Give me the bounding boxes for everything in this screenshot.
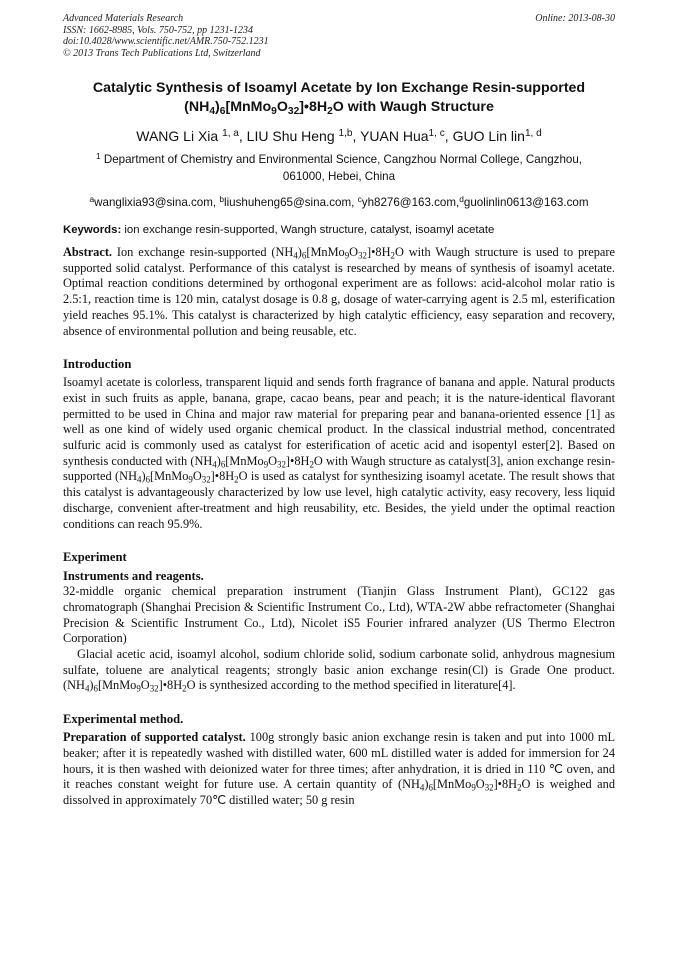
abstract-label: Abstract. <box>63 245 113 259</box>
email-link[interactable]: yh8276@163.com, <box>361 196 460 209</box>
online-date: Online: 2013-08-30 <box>535 13 615 24</box>
journal-header <box>63 13 615 59</box>
author-name: , LIU Shu Heng <box>238 128 335 144</box>
formula: $(NH_4)_6[MnMo_9O_{32}]•8H_2O$ <box>271 245 404 261</box>
title-line-2: $(NH_4)_6[MnMo_9O_{32}]•8H_2O$ with Waugh Structure <box>184 99 494 118</box>
abstract: Abstract. Ion exchange resin-supported $(NH_4)_6[MnMo_9O_{32}]•8H_2O$ with Waugh structure is used to prepare supported solid catalyst. Performance of this catalyst is researched by means of synthesis of isoamyl acetate. Optimal reaction conditions determined by orthogonal experiment are as follows: acid-alcohol molar ratio is 2.5:1, reaction time is 120 min, catalyst dosage is 0.8 g, dosage of water-carrying agent is 2.5 ml, esterification yield reaches 95.1%. This catalyst is characterized by high catalytic efficiency, easy separation and recovery, absence of environmental pollution and being reusable, etc. <box>63 245 615 338</box>
author-list: WANG Li Xia $^{1, a}$, LIU Shu Heng $^{1,b}$, YUAN Hua$^{1, c}$, GUO Lin lin$^{1, d}$ <box>136 127 542 144</box>
email-list: $^a$wanglixia93@sina.com, $^b$liushuheng65@sina.com, $^c$yh8276@163.com,$^d$guolinlin0613@163.com <box>89 193 589 209</box>
paper-page <box>63 13 615 809</box>
email-link[interactable]: guolinlin0613@163.com <box>463 196 589 209</box>
reagents-paragraph: Glacial acetic acid, isoamyl alcohol, sodium chloride solid, sodium carbonate solid, anhydrous magnesium sulfate, toluene are analytical reagents; strongly basic anion exchange resin(Cl) is Grade One product. $(NH_4)_6[MnMo_9O_{32}]•8H_2O$ is synthesized according to the method specified in literature[4]. <box>63 647 615 695</box>
email-link[interactable]: liushuheng65@sina.com, <box>224 196 358 209</box>
keywords-label: Keywords: <box>63 224 122 236</box>
copyright-line: © 2013 Trans Tech Publications Ltd, Switzerland <box>63 47 261 59</box>
formula: $(NH_4)_6[MnMo_9O_{32}]•8H_2O$ <box>115 469 248 486</box>
formula: $(NH_4)_6[MnMo_9O_{32}]•8H_2O$ <box>63 678 196 695</box>
author-name: , YUAN Hua <box>352 128 429 144</box>
keywords-text: ion exchange resin-supported, Wangh structure, catalyst, isoamyl acetate <box>121 224 495 236</box>
keywords <box>63 222 615 239</box>
journal-name: Advanced Materials Research <box>63 13 184 24</box>
preparation-paragraph: Preparation of supported catalyst. 100g strongly basic anion exchange resin is taken and put into 1000 mL beaker; after it is repeatedly washed with distilled water, 600 mL distilled water is added for immersion for 24 hours, it is then washed with deionized water for three times; after anhydration, it is dried in 110 ℃ oven, and it reaches constant weight for future use. A certain quantity of $(NH_4)_6[MnMo_9O_{32}]•8H_2O$ is weighed and dissolved in approximately 70℃ distilled water; 50 g resin <box>63 730 615 807</box>
issn-line: ISSN: 1662-8985, Vols. 750-752, pp 1231-1234 <box>63 24 253 36</box>
section-heading-experimental-method: Experimental method. <box>63 712 184 727</box>
email-link[interactable]: wanglixia93@sina.com, <box>94 196 220 209</box>
section-heading-experiment: Experiment <box>63 550 127 565</box>
introduction-paragraph: Isoamyl acetate is colorless, transparent liquid and sends forth fragrance of banana and apple. Natural products exist in such fruits as apple, banana, grape, cacao beans, pear and peach; it is the nature-identical flavorant permitted to be used in China and major raw material for preparing pear and banana-oriented essence [1] as well as one kind of widely used organic chemical product. In the classical industrial method, concentrated sulfuric acid is commonly used as catalyst for esterification of acetic acid and isopentyl ester[2]. Based on synthesis conducted with $(NH_4)_6[MnMo_9O_{32}]•8H_2O$ with Waugh structure as catalyst[3], anion exchange resin-supported $(NH_4)_6[MnMo_9O_{32}]•8H_2O$ is used as catalyst for synthesizing isoamyl acetate. The result shows that this catalyst is advantageously characterized by low use level, high catalytic activity, easy recovery, less liquid discharge, convenient after-treatment and high reusability, etc. Besides, the yield under the optimal reaction conditions can reach 95.9%. <box>63 375 615 531</box>
section-heading-introduction: Introduction <box>63 357 132 372</box>
paper-title <box>63 79 615 117</box>
author-name: WANG Li Xia <box>136 128 219 144</box>
author-name: , GUO Lin lin <box>444 128 525 144</box>
formula: $(NH_4)_6[MnMo_9O_{32}]•8H_2O$ <box>190 453 323 470</box>
affiliation: $^1$ Department of Chemistry and Environmental Science, Cangzhou Normal College, Cangzhou, 061000, Hebei, China <box>95 150 583 183</box>
doi-line[interactable]: doi:10.4028/www.scientific.net/AMR.750-752.1231 <box>63 36 269 47</box>
title-line-1: Catalytic Synthesis of Isoamyl Acetate by Ion Exchange Resin-supported <box>92 80 586 96</box>
subsection-heading-instruments: Instruments and reagents. <box>63 569 204 584</box>
formula: $(NH_4)_6[MnMo_9O_{32}]•8H_2O$ <box>397 777 531 793</box>
instruments-paragraph: 32-middle organic chemical preparation instrument (Tianjin Glass Instrument Plant), GC122 gas chromatograph (Shanghai Precision & Scientific Instrument Co., Ltd), WTA-2W abbe refractometer (Shanghai Precision & Scientific Instrument Co., Ltd), Nicolet iS5 Fourier infrared analyzer (US Thermo Electron Corporation) <box>63 584 615 646</box>
preparation-label: Preparation of supported catalyst. <box>63 730 246 745</box>
